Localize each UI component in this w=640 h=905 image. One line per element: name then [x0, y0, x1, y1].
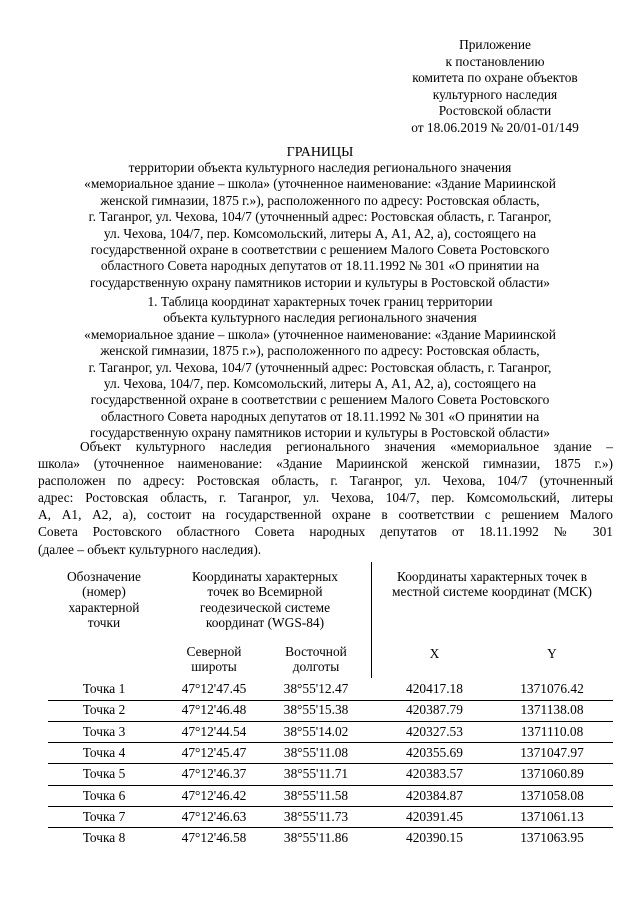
intro-line: «мемориальное здание – школа» (уточненное наименование: «Здание Мариинской	[84, 176, 556, 192]
appendix-line: Ростовской области	[438, 103, 552, 119]
header-wgs	[160, 569, 370, 631]
caption-line: государственной охране в соответствии с решением Малого Совета Ростовского	[90, 392, 550, 408]
cell-latitude: 47°12'46.63	[181, 808, 247, 824]
cell-latitude: 47°12'46.48	[181, 702, 247, 718]
cell-x: 420391.45	[406, 808, 463, 824]
cell-point-name: Точка 4	[82, 744, 126, 760]
header-line: Восточной	[285, 644, 347, 659]
cell-x: 420387.79	[406, 702, 463, 718]
cell-y: 1371063.95	[520, 830, 584, 846]
appendix-line: культурного наследия	[432, 86, 558, 102]
intro-line: г. Таганрог, ул. Чехова, 104/7 (уточненный адрес: Ростовская область, г. Таганрог,	[88, 209, 552, 225]
cell-y: 1371058.08	[520, 787, 584, 803]
appendix-line: к постановлению	[445, 53, 545, 69]
subheader-x: X	[429, 646, 440, 661]
paragraph-line: школа» (уточненное наименование: «Здание Мариинской женской гимназии, 1875 г.»)	[38, 456, 613, 472]
intro-line: женской гимназии, 1875 г.»), расположенного по адресу: Ростовская область,	[100, 192, 540, 208]
paragraph-line: расположен по адресу: Ростовская область, г. Таганрог, ул. Чехова, 104/7 (уточненный	[38, 473, 613, 489]
cell-latitude: 47°12'44.54	[181, 723, 247, 739]
cell-y: 1371060.89	[520, 766, 584, 782]
paragraph-line: Объект культурного наследия регионального значения «мемориальное здание –	[80, 439, 613, 454]
cell-latitude: 47°12'46.42	[181, 787, 247, 803]
caption-line: 1. Таблица координат характерных точек границ территории	[147, 294, 493, 309]
cell-longitude: 38°55'12.47	[283, 681, 349, 696]
paragraph-line: (далее – объект культурного наследия).	[38, 541, 262, 557]
caption-line: «мемориальное здание – школа» (уточненное наименование: «Здание Мариинской	[84, 326, 556, 342]
cell-point-name: Точка 1	[82, 681, 126, 696]
header-line: Координаты характерных	[192, 569, 338, 584]
caption-line: ул. Чехова, 104/7, пер. Комсомольский, литеры А, А1, А2, а), состоящего на	[103, 376, 537, 392]
cell-y: 1371110.08	[520, 723, 584, 739]
header-line: точек во Всемирной	[207, 584, 323, 600]
caption-line: г. Таганрог, ул. Чехова, 104/7 (уточненный адрес: Ростовская область, г. Таганрог,	[88, 359, 552, 375]
paragraph-line: Совета Ростовского областного Совета народных депутатов от 18.11.1992 № 301	[38, 524, 613, 540]
paragraph-line: А, А1, А2, а), состоит на государственной охране в соответствии с решением Малого	[38, 507, 613, 523]
header-line: Северной	[186, 644, 242, 659]
cell-x: 420355.69	[406, 744, 463, 760]
intro-line: территории объекта культурного наследия регионального значения	[128, 160, 512, 175]
cell-latitude: 47°12'46.58	[181, 830, 247, 846]
cell-y: 1371076.42	[520, 681, 584, 696]
subheader-latitude	[160, 644, 268, 675]
cell-x: 420327.53	[406, 723, 463, 739]
intro-line: ул. Чехова, 104/7, пер. Комсомольский, литеры А, А1, А2, а), состоящего на	[103, 225, 537, 241]
cell-point-name: Точка 8	[82, 830, 126, 846]
header-line: Координаты характерных точек в	[396, 569, 588, 584]
cell-point-name: Точка 6	[82, 787, 126, 803]
caption-line: женской гимназии, 1875 г.»), расположенного по адресу: Ростовская область,	[100, 343, 540, 359]
cell-point-name: Точка 3	[82, 723, 126, 739]
cell-longitude: 38°55'15.38	[283, 702, 349, 718]
appendix-line: комитета по охране объектов	[412, 70, 578, 86]
body-paragraph	[38, 438, 613, 558]
cell-y: 1371047.97	[520, 744, 584, 760]
cell-latitude: 47°12'45.47	[181, 744, 247, 760]
cell-point-name: Точка 7	[82, 808, 126, 824]
header-line: геодезической системе	[199, 599, 331, 615]
subheader-y: Y	[547, 646, 557, 661]
header-line: координат (WGS-84)	[205, 615, 325, 631]
appendix-line: Приложение	[459, 37, 531, 52]
cell-longitude: 38°55'14.02	[283, 723, 349, 739]
cell-point-name: Точка 2	[82, 702, 126, 718]
header-msk	[372, 569, 612, 600]
header-line: (номер)	[82, 584, 126, 600]
cell-y: 1371061.13	[520, 808, 584, 824]
header-line: Обозначение	[67, 569, 141, 584]
cell-longitude: 38°55'11.86	[283, 830, 349, 846]
cell-x: 420383.57	[406, 766, 463, 782]
cell-x: 420384.87	[406, 787, 463, 803]
header-line: долготы	[292, 659, 340, 675]
cell-latitude: 47°12'47.45	[181, 681, 247, 696]
cell-x: 420390.15	[406, 830, 463, 846]
cell-latitude: 47°12'46.37	[181, 766, 247, 782]
appendix-line: от 18.06.2019 № 20/01-01/149	[411, 119, 579, 135]
appendix-header	[380, 37, 610, 137]
intro-text	[25, 160, 615, 291]
cell-longitude: 38°55'11.71	[283, 766, 349, 782]
document-title: ГРАНИЦЫ	[286, 145, 354, 160]
intro-line: государственную охрану памятников истории и культуры в Ростовской области»	[90, 274, 550, 290]
cell-longitude: 38°55'11.08	[283, 744, 349, 760]
cell-y: 1371138.08	[520, 702, 584, 718]
caption-line: государственную охрану памятников истории и культуры в Ростовской области»	[90, 425, 550, 441]
paragraph-line: адрес: Ростовская область, г. Таганрог, ул. Чехова, 104/7, пер. Комсомольский, литеры	[38, 490, 613, 506]
caption-line: объекта культурного наследия регионального значения	[163, 310, 477, 326]
header-line: широты	[191, 659, 237, 675]
table-caption	[25, 294, 615, 442]
header-designation	[48, 569, 160, 631]
intro-line: областного Совета народных депутатов от 18.11.1992 № 301 «О принятии на	[100, 258, 540, 274]
cell-longitude: 38°55'11.58	[283, 787, 349, 803]
caption-line: областного Совета народных депутатов от 18.11.1992 № 301 «О принятии на	[100, 408, 540, 424]
intro-line: государственной охране в соответствии с решением Малого Совета Ростовского	[90, 242, 550, 258]
header-line: точки	[87, 615, 121, 631]
cell-point-name: Точка 5	[82, 766, 126, 782]
cell-longitude: 38°55'11.73	[283, 808, 349, 824]
header-line: местной системе координат (МСК)	[392, 584, 592, 600]
subheader-longitude	[262, 644, 370, 675]
header-line: характерной	[68, 599, 140, 615]
cell-x: 420417.18	[406, 681, 463, 696]
